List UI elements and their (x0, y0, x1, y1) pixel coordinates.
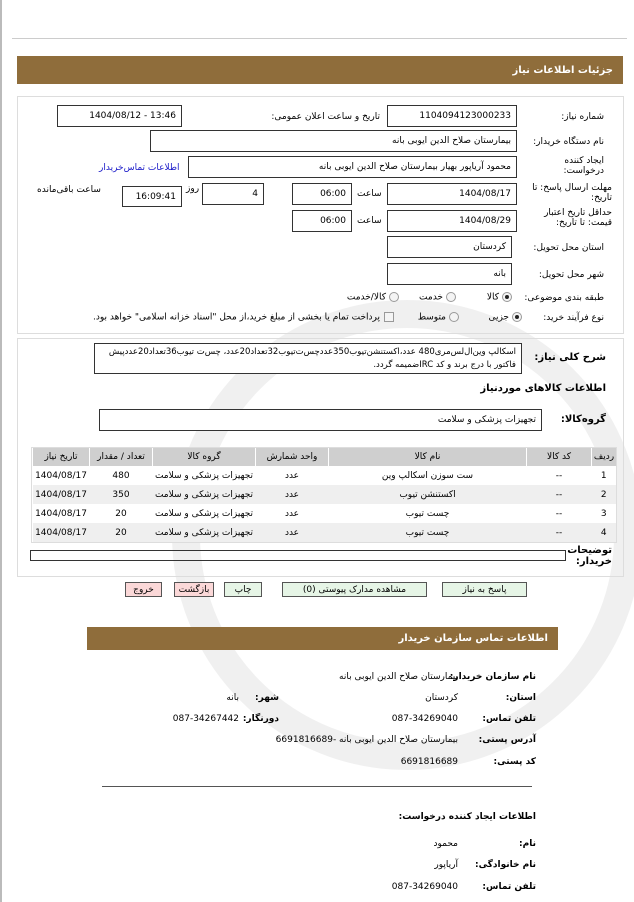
table-cell: تجهیزات پزشکی و سلامت (153, 485, 256, 504)
buyer-notes-label: توضیحات خریدار: (567, 545, 612, 567)
need-number-label: شماره نیاز: (561, 112, 604, 122)
phone-label: تلفن تماس: (482, 714, 536, 724)
buyer-org-label: نام دستگاه خریدار: (533, 137, 604, 147)
goods-group-field: تجهیزات پزشکی و سلامت (99, 409, 542, 431)
table-cell: 4 (592, 523, 617, 542)
creator-field: محمود آریاپور بهیار بیمارستان صلاح الدین ایوبی بانه (188, 156, 517, 178)
table-cell: عدد (256, 523, 329, 542)
postal-label: کد پستی: (493, 757, 536, 767)
table-cell: 2 (592, 485, 617, 504)
goods-group-label: گروه‌کالا: (560, 414, 606, 425)
deadline-time-label: ساعت (357, 189, 382, 199)
org-label: نام سازمان خریدار: (449, 672, 536, 682)
table-cell: چست تیوب (329, 523, 527, 542)
reply-button[interactable]: پاسخ به نیاز (442, 582, 527, 597)
days-field: 4 (202, 183, 264, 205)
print-button[interactable]: چاپ (224, 582, 262, 597)
table-cell: -- (527, 523, 592, 542)
table-cell: 20 (90, 523, 153, 542)
table-cell: 1 (592, 466, 617, 485)
validity-time-label: ساعت (357, 216, 382, 226)
creator-label: ایجاد کننده درخواست: (563, 156, 604, 176)
table-cell: عدد (256, 466, 329, 485)
table-cell: 480 (90, 466, 153, 485)
category-service-radio[interactable]: خدمت (419, 292, 456, 303)
family-value: آریاپور (434, 860, 458, 870)
col-name: نام کالا (329, 448, 527, 466)
remaining-label: ساعت باقی‌مانده (37, 185, 101, 195)
postal-value: 6691816689 (400, 757, 458, 767)
table-cell: -- (527, 504, 592, 523)
table-cell: چست تیوب (329, 504, 527, 523)
validity-label: حداقل تاریخ اعتبار قیمت: تا تاریخ: (544, 208, 612, 228)
table-cell: تجهیزات پزشکی و سلامت (153, 523, 256, 542)
table-cell: عدد (256, 504, 329, 523)
contact-divider (102, 786, 532, 787)
col-group: گروه کالا (153, 448, 256, 466)
contact-section-title: اطلاعات تماس سازمان خریدار (87, 627, 558, 650)
table-cell: -- (527, 466, 592, 485)
table-cell: 350 (90, 485, 153, 504)
table-cell: -- (527, 485, 592, 504)
city-contact-label: شهر: (255, 693, 279, 703)
table-cell: ست سوزن اسکالپ وین (329, 466, 527, 485)
exit-button[interactable]: خروج (125, 582, 162, 597)
table-cell: 1404/08/17 (33, 485, 90, 504)
city-label: شهر محل تحویل: (538, 270, 604, 280)
address-value: بیمارستان صلاح الدین ایوبی بانه -6691816689 (275, 735, 458, 745)
province-contact-label: استان: (505, 693, 536, 703)
col-qty: تعداد / مقدار (90, 448, 153, 466)
family-label: نام خانوادگی: (474, 860, 536, 870)
announce-label: تاریخ و ساعت اعلان عمومی: (271, 112, 380, 122)
creator-info-title: اطلاعات ایجاد کننده درخواست: (398, 812, 536, 822)
province-field: کردستان (387, 236, 512, 258)
province-label: استان محل تحویل: (533, 243, 604, 253)
need-number-field: 1104094123000233 (387, 105, 517, 127)
validity-date-field: 1404/08/29 (387, 210, 517, 232)
col-code: کد کالا (527, 448, 592, 466)
name-value: محمود (433, 839, 458, 849)
name-label: نام: (519, 839, 536, 849)
buyer-org-field: بیمارستان صلاح الدین ایوبی بانه (150, 130, 517, 152)
table-cell: 3 (592, 504, 617, 523)
col-date: تاریخ نیاز (33, 448, 90, 466)
table-cell: 20 (90, 504, 153, 523)
description-label: شرح کلی نیاز: (534, 352, 606, 363)
category-both-radio[interactable]: کالا/خدمت (347, 292, 399, 303)
fax-label: دورنگار: (242, 714, 279, 724)
validity-time-field: 06:00 (292, 210, 352, 232)
buyer-contact-link[interactable]: اطلاعات تماس‌خریدار (99, 163, 180, 173)
goods-section-title: اطلاعات کالاهای موردنیاز (480, 383, 606, 394)
process-label: نوع فرآیند خرید: (543, 313, 604, 323)
province-contact-value: کردستان (425, 693, 458, 703)
remaining-time-field: 16:09:41 (122, 186, 182, 207)
deadline-time-field: 06:00 (292, 183, 352, 205)
table-cell: 1404/08/17 (33, 466, 90, 485)
description-field: اسکالپ وین‌ال‌لس‌مری480 عدد،اکستنشن‌تیوب350عدد‌چس‌ت‌تیوب32تعداد20عدد، چس‌ت تیوب36تعداد20عدد‌پیش فاکتور با درج برند و کد IRC‌ضمیمه گردد. (94, 343, 522, 374)
table-cell: 1404/08/17 (33, 504, 90, 523)
days-label: روز (186, 184, 200, 194)
fax-value: 087-34267442 (172, 714, 239, 724)
table-cell: تجهیزات پزشکی و سلامت (153, 504, 256, 523)
org-value: بیمارستان صلاح الدین ایوبی بانه (339, 672, 458, 682)
attachments-button[interactable]: مشاهده مدارک پیوستی (0) (282, 582, 427, 597)
top-divider (12, 38, 627, 39)
table-cell: تجهیزات پزشکی و سلامت (153, 466, 256, 485)
table-cell: 1404/08/17 (33, 523, 90, 542)
address-label: آدرس پستی: (478, 735, 536, 745)
table-cell: اکستنشن تیوب (329, 485, 527, 504)
city-contact-value: بانه (226, 693, 239, 703)
category-goods-radio[interactable]: کالا (487, 292, 512, 303)
city-field: بانه (387, 263, 512, 285)
process-medium-radio[interactable]: متوسط (418, 312, 459, 323)
deadline-label: مهلت ارسال پاسخ: تا تاریخ: (532, 183, 612, 203)
deadline-date-field: 1404/08/17 (387, 183, 517, 205)
creator-phone-value: 087-34269040 (391, 882, 458, 892)
treasury-payment-checkbox[interactable]: پرداخت تمام یا بخشی از مبلغ خرید،از محل "اسناد خزانه اسلامی" خواهد بود. (93, 312, 394, 323)
phone-value: 087-34269040 (391, 714, 458, 724)
col-unit: واحد شمارش (256, 448, 329, 466)
announce-field: 1404/08/12 - 13:46 (57, 105, 182, 127)
back-button[interactable]: بازگشت (174, 582, 214, 597)
process-minor-radio[interactable]: جزیی (488, 312, 522, 323)
page-title: جزئیات اطلاعات نیاز (17, 56, 623, 84)
category-label: طبقه بندی موضوعی: (524, 293, 604, 303)
table-cell: عدد (256, 485, 329, 504)
col-row: ردیف (592, 448, 617, 466)
creator-phone-label: تلفن تماس: (482, 882, 536, 892)
goods-frame (17, 338, 624, 577)
